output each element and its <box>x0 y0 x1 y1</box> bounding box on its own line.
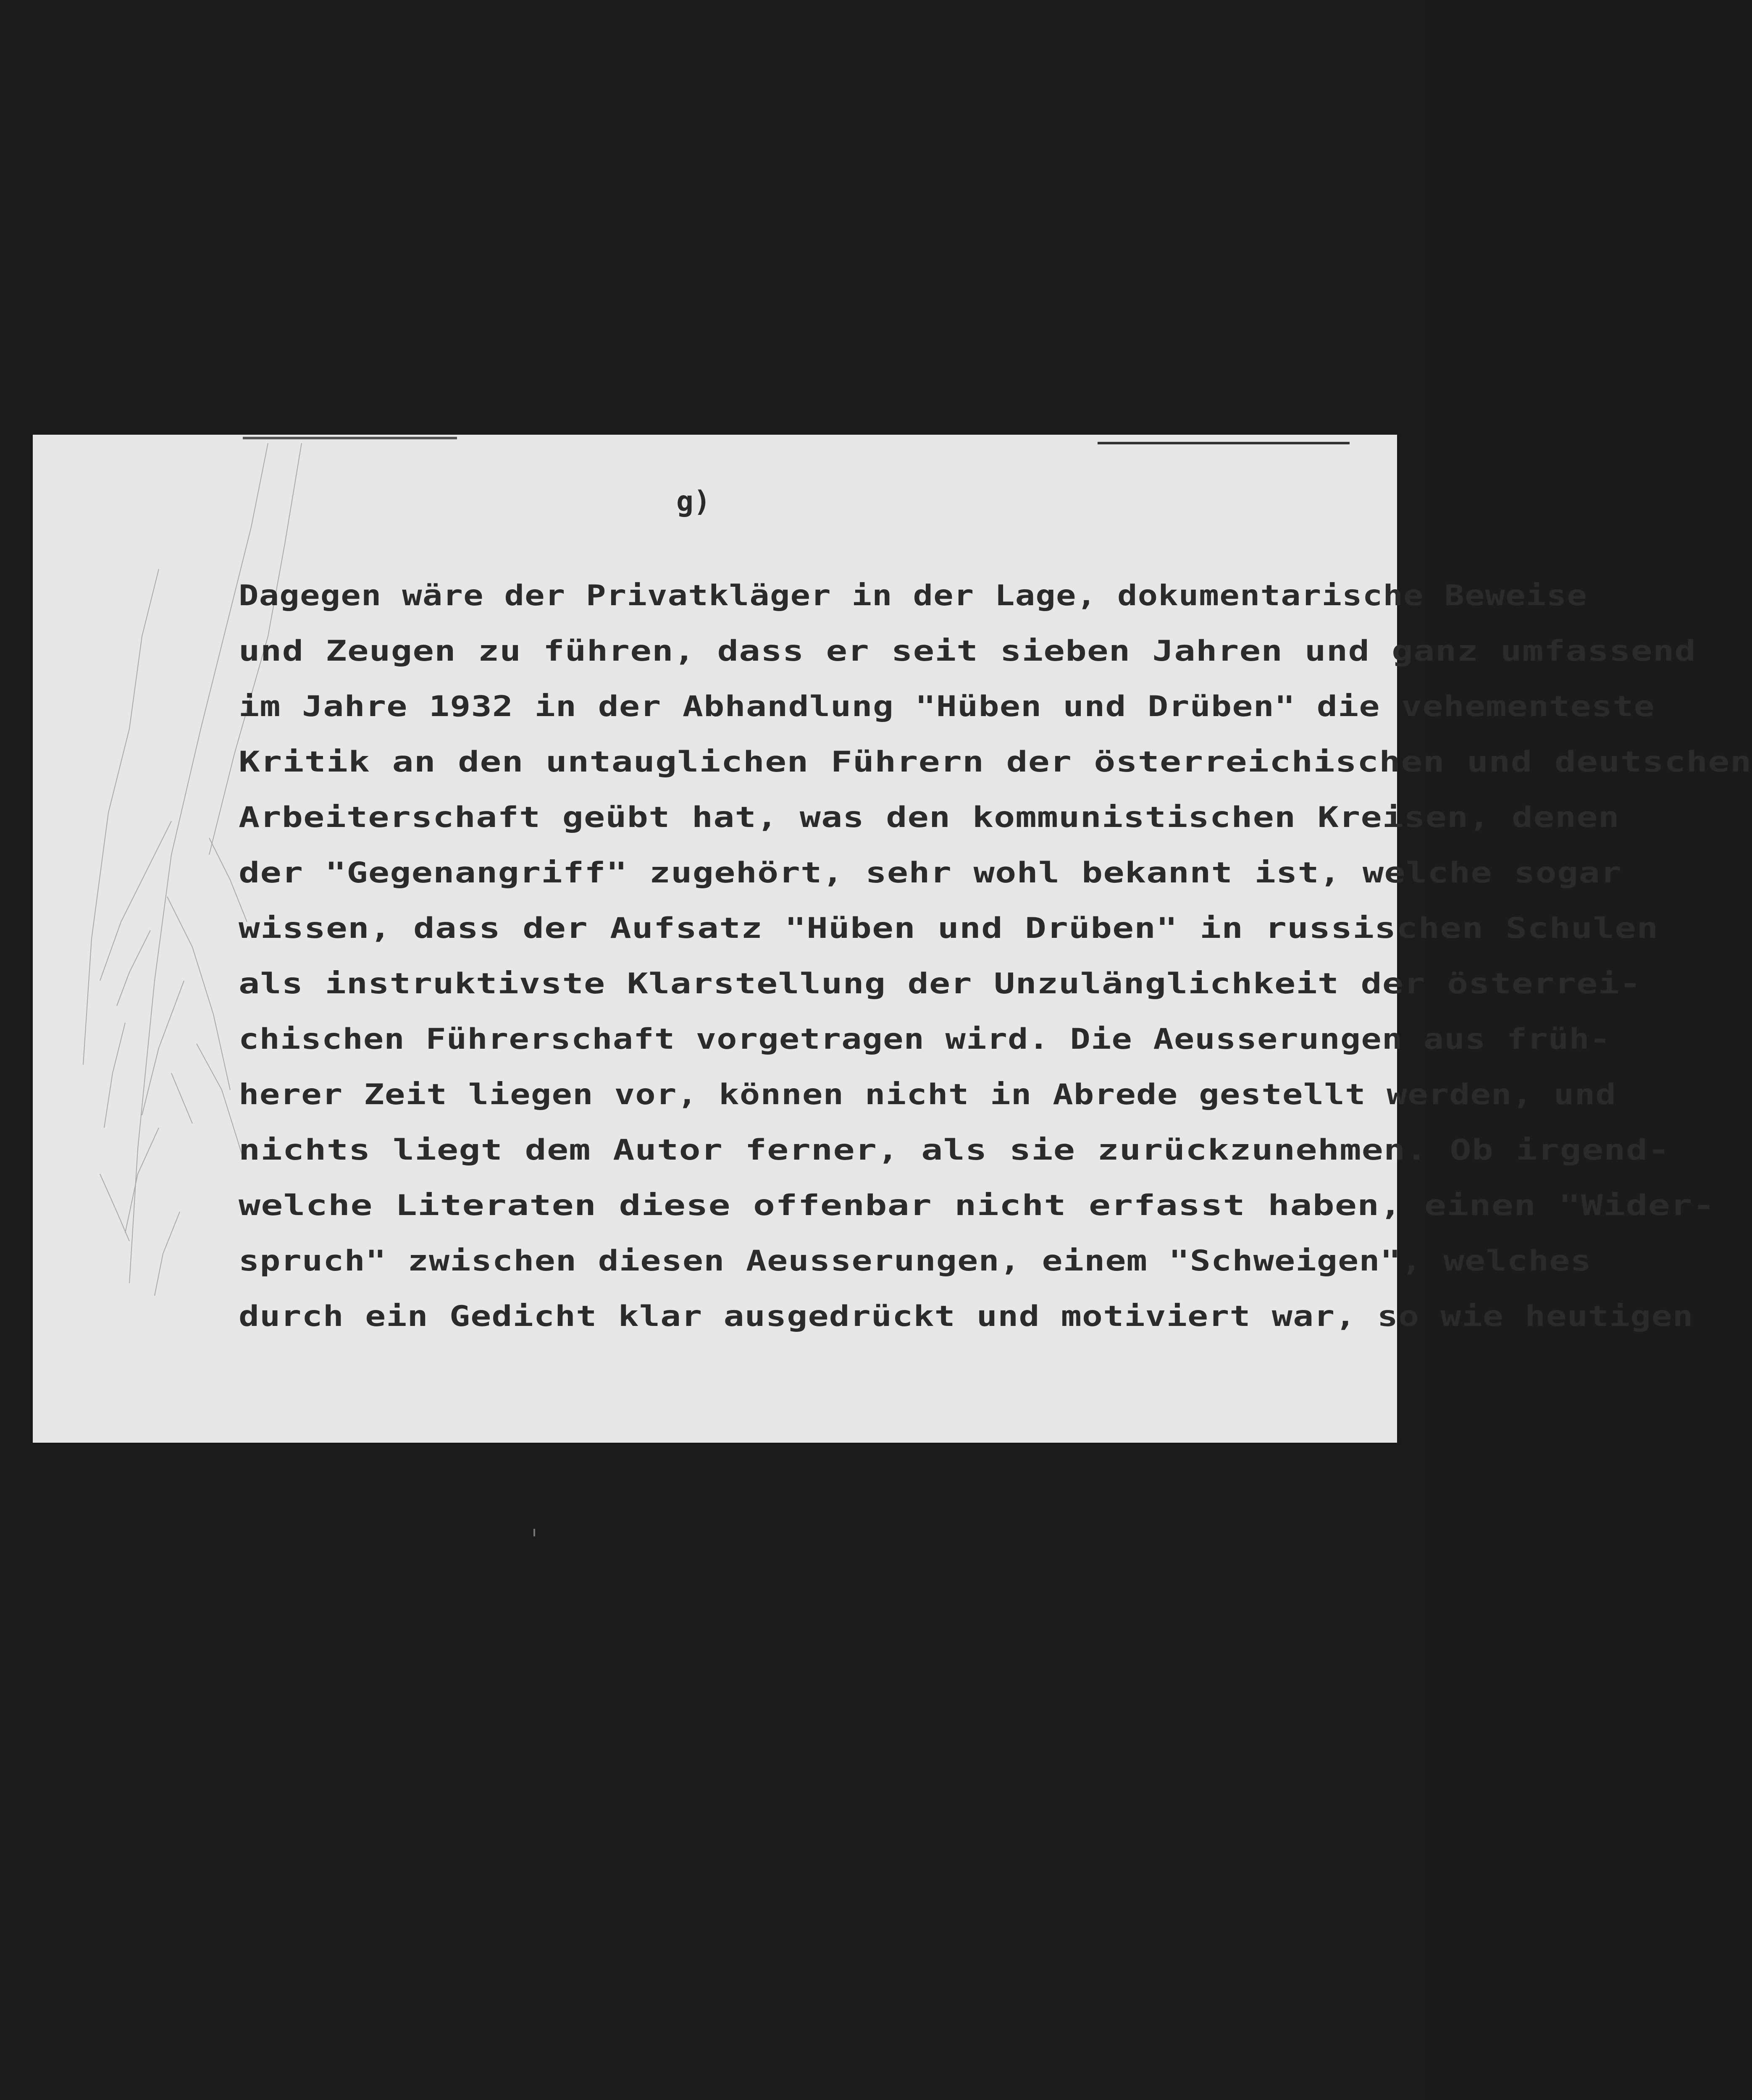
text-line: welche Literaten diese offenbar nicht erfasst haben, einen "Wider- <box>239 1189 1715 1222</box>
text-line: chischen Führerschaft vorgetragen wird. Die Aeusserungen aus früh- <box>239 1023 1611 1056</box>
text-line: herer Zeit liegen vor, können nicht in Abrede gestellt werden, und <box>239 1078 1617 1111</box>
text-line: Arbeiterschaft geübt hat, was den kommunistischen Kreisen, denen <box>239 801 1620 834</box>
text-line: der "Gegenangriff" zugehört, sehr wohl bekannt ist, welche sogar <box>239 856 1622 890</box>
text-line: Kritik an den untauglichen Führern der österreichischen und deutschen <box>239 746 1752 779</box>
text-line: wissen, dass der Aufsatz "Hüben und Drüben" in russischen Schulen <box>239 912 1659 945</box>
text-line: und Zeugen zu führen, dass er seit sieben Jahren und ganz umfassend <box>239 635 1697 668</box>
page-marker: g) <box>676 485 711 518</box>
text-line: spruch" zwischen diesen Aeusserungen, einem "Schweigen", welches <box>239 1244 1592 1278</box>
text-line: nichts liegt dem Autor ferner, als sie zurückzunehmen. Ob irgend- <box>239 1134 1670 1167</box>
typewritten-page <box>33 435 1752 1443</box>
text-line: im Jahre 1932 in der Abhandlung "Hüben und Drüben" die vehementeste <box>239 690 1655 723</box>
text-line: durch ein Gedicht klar ausgedrückt und motiviert war, so wie heutigen <box>239 1300 1694 1333</box>
text-line: Dagegen wäre der Privatkläger in der Lage, dokumentarische Beweise <box>239 579 1587 612</box>
text-line: als instruktivste Klarstellung der Unzulänglichkeit der österrei- <box>239 967 1642 1000</box>
typed-paragraph <box>33 435 1752 1443</box>
stray-mark <box>533 1529 535 1536</box>
